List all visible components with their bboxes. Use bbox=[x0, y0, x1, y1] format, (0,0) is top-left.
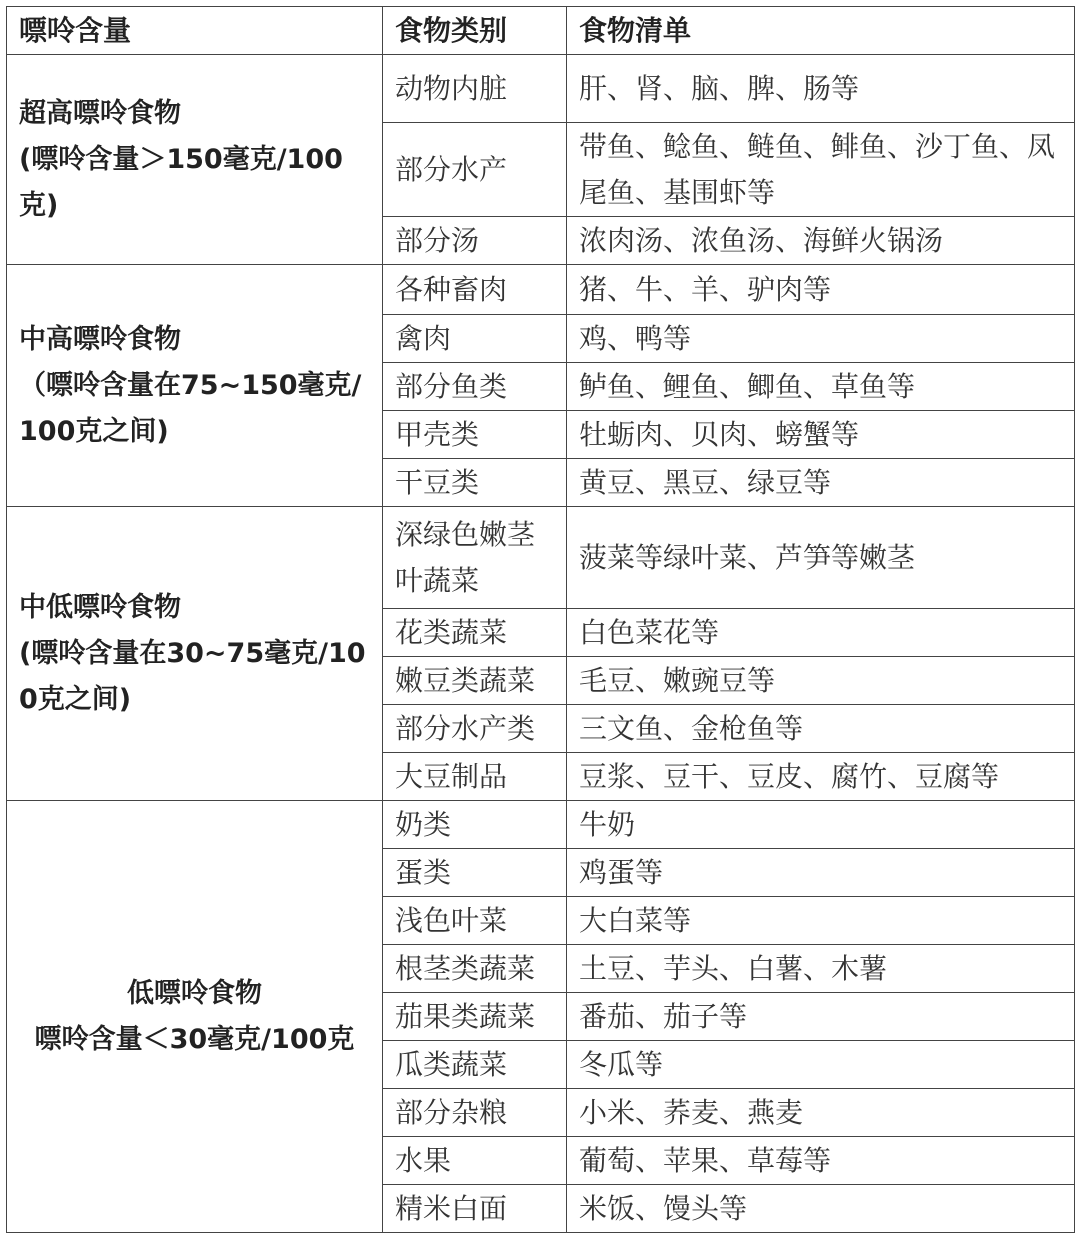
level-cell-low bbox=[7, 801, 383, 1233]
foods-cell: 带鱼、鲶鱼、鲢鱼、鲱鱼、沙丁鱼、凤尾鱼、基围虾等 bbox=[567, 123, 1075, 217]
header-food-list: 食物清单 bbox=[567, 7, 1075, 55]
category-cell: 动物内脏 bbox=[383, 55, 567, 123]
category-cell: 花类蔬菜 bbox=[383, 609, 567, 657]
level-detail: (嘌呤含量在30~75毫克/100克之间) bbox=[19, 637, 366, 715]
table-row bbox=[7, 801, 1075, 849]
category-cell: 深绿色嫩茎叶蔬菜 bbox=[383, 507, 567, 609]
foods-cell: 小米、荞麦、燕麦 bbox=[567, 1089, 1075, 1137]
level-cell-super-high bbox=[7, 55, 383, 265]
header-food-category: 食物类别 bbox=[383, 7, 567, 55]
category-cell: 蛋类 bbox=[383, 849, 567, 897]
category-cell: 禽肉 bbox=[383, 315, 567, 363]
foods-cell: 菠菜等绿叶菜、芦笋等嫩茎 bbox=[567, 507, 1075, 609]
category-cell: 干豆类 bbox=[383, 459, 567, 507]
category-cell: 各种畜肉 bbox=[383, 265, 567, 315]
level-title: 低嘌呤食物 bbox=[127, 977, 262, 1009]
header-row bbox=[7, 7, 1075, 55]
category-cell: 茄果类蔬菜 bbox=[383, 993, 567, 1041]
foods-cell: 牡蛎肉、贝肉、螃蟹等 bbox=[567, 411, 1075, 459]
foods-cell: 鲈鱼、鲤鱼、鲫鱼、草鱼等 bbox=[567, 363, 1075, 411]
level-cell-mid-low bbox=[7, 507, 383, 801]
category-cell: 嫩豆类蔬菜 bbox=[383, 657, 567, 705]
foods-cell: 米饭、馒头等 bbox=[567, 1185, 1075, 1233]
foods-cell: 肝、肾、脑、脾、肠等 bbox=[567, 55, 1075, 123]
category-cell: 甲壳类 bbox=[383, 411, 567, 459]
table-row bbox=[7, 55, 1075, 123]
level-detail: 嘌呤含量＜30毫克/100克 bbox=[34, 1023, 355, 1055]
level-title: 超高嘌呤食物 bbox=[19, 97, 181, 129]
category-cell: 部分杂粮 bbox=[383, 1089, 567, 1137]
level-title: 中低嘌呤食物 bbox=[19, 591, 181, 623]
foods-cell: 豆浆、豆干、豆皮、腐竹、豆腐等 bbox=[567, 753, 1075, 801]
foods-cell: 土豆、芋头、白薯、木薯 bbox=[567, 945, 1075, 993]
level-detail: (嘌呤含量＞150毫克/100克) bbox=[19, 143, 343, 221]
category-cell: 瓜类蔬菜 bbox=[383, 1041, 567, 1089]
table-row bbox=[7, 507, 1075, 609]
level-detail: （嘌呤含量在75~150毫克/100克之间) bbox=[19, 369, 362, 447]
category-cell: 浅色叶菜 bbox=[383, 897, 567, 945]
foods-cell: 三文鱼、金枪鱼等 bbox=[567, 705, 1075, 753]
category-cell: 部分汤 bbox=[383, 217, 567, 265]
foods-cell: 毛豆、嫩豌豆等 bbox=[567, 657, 1075, 705]
category-cell: 部分鱼类 bbox=[383, 363, 567, 411]
category-cell: 根茎类蔬菜 bbox=[383, 945, 567, 993]
foods-cell: 大白菜等 bbox=[567, 897, 1075, 945]
foods-cell: 牛奶 bbox=[567, 801, 1075, 849]
foods-cell: 番茄、茄子等 bbox=[567, 993, 1075, 1041]
category-cell: 精米白面 bbox=[383, 1185, 567, 1233]
foods-cell: 鸡蛋等 bbox=[567, 849, 1075, 897]
category-cell: 部分水产类 bbox=[383, 705, 567, 753]
category-cell: 水果 bbox=[383, 1137, 567, 1185]
foods-cell: 白色菜花等 bbox=[567, 609, 1075, 657]
foods-cell: 猪、牛、羊、驴肉等 bbox=[567, 265, 1075, 315]
foods-cell: 浓肉汤、浓鱼汤、海鲜火锅汤 bbox=[567, 217, 1075, 265]
foods-cell: 葡萄、苹果、草莓等 bbox=[567, 1137, 1075, 1185]
foods-cell: 冬瓜等 bbox=[567, 1041, 1075, 1089]
category-cell: 奶类 bbox=[383, 801, 567, 849]
header-purine-content: 嘌呤含量 bbox=[7, 7, 383, 55]
purine-food-table bbox=[6, 6, 1075, 1233]
foods-cell: 黄豆、黑豆、绿豆等 bbox=[567, 459, 1075, 507]
category-cell: 部分水产 bbox=[383, 123, 567, 217]
foods-cell: 鸡、鸭等 bbox=[567, 315, 1075, 363]
level-title: 中高嘌呤食物 bbox=[19, 323, 181, 355]
category-cell: 大豆制品 bbox=[383, 753, 567, 801]
level-cell-mid-high bbox=[7, 265, 383, 507]
table-row bbox=[7, 265, 1075, 315]
